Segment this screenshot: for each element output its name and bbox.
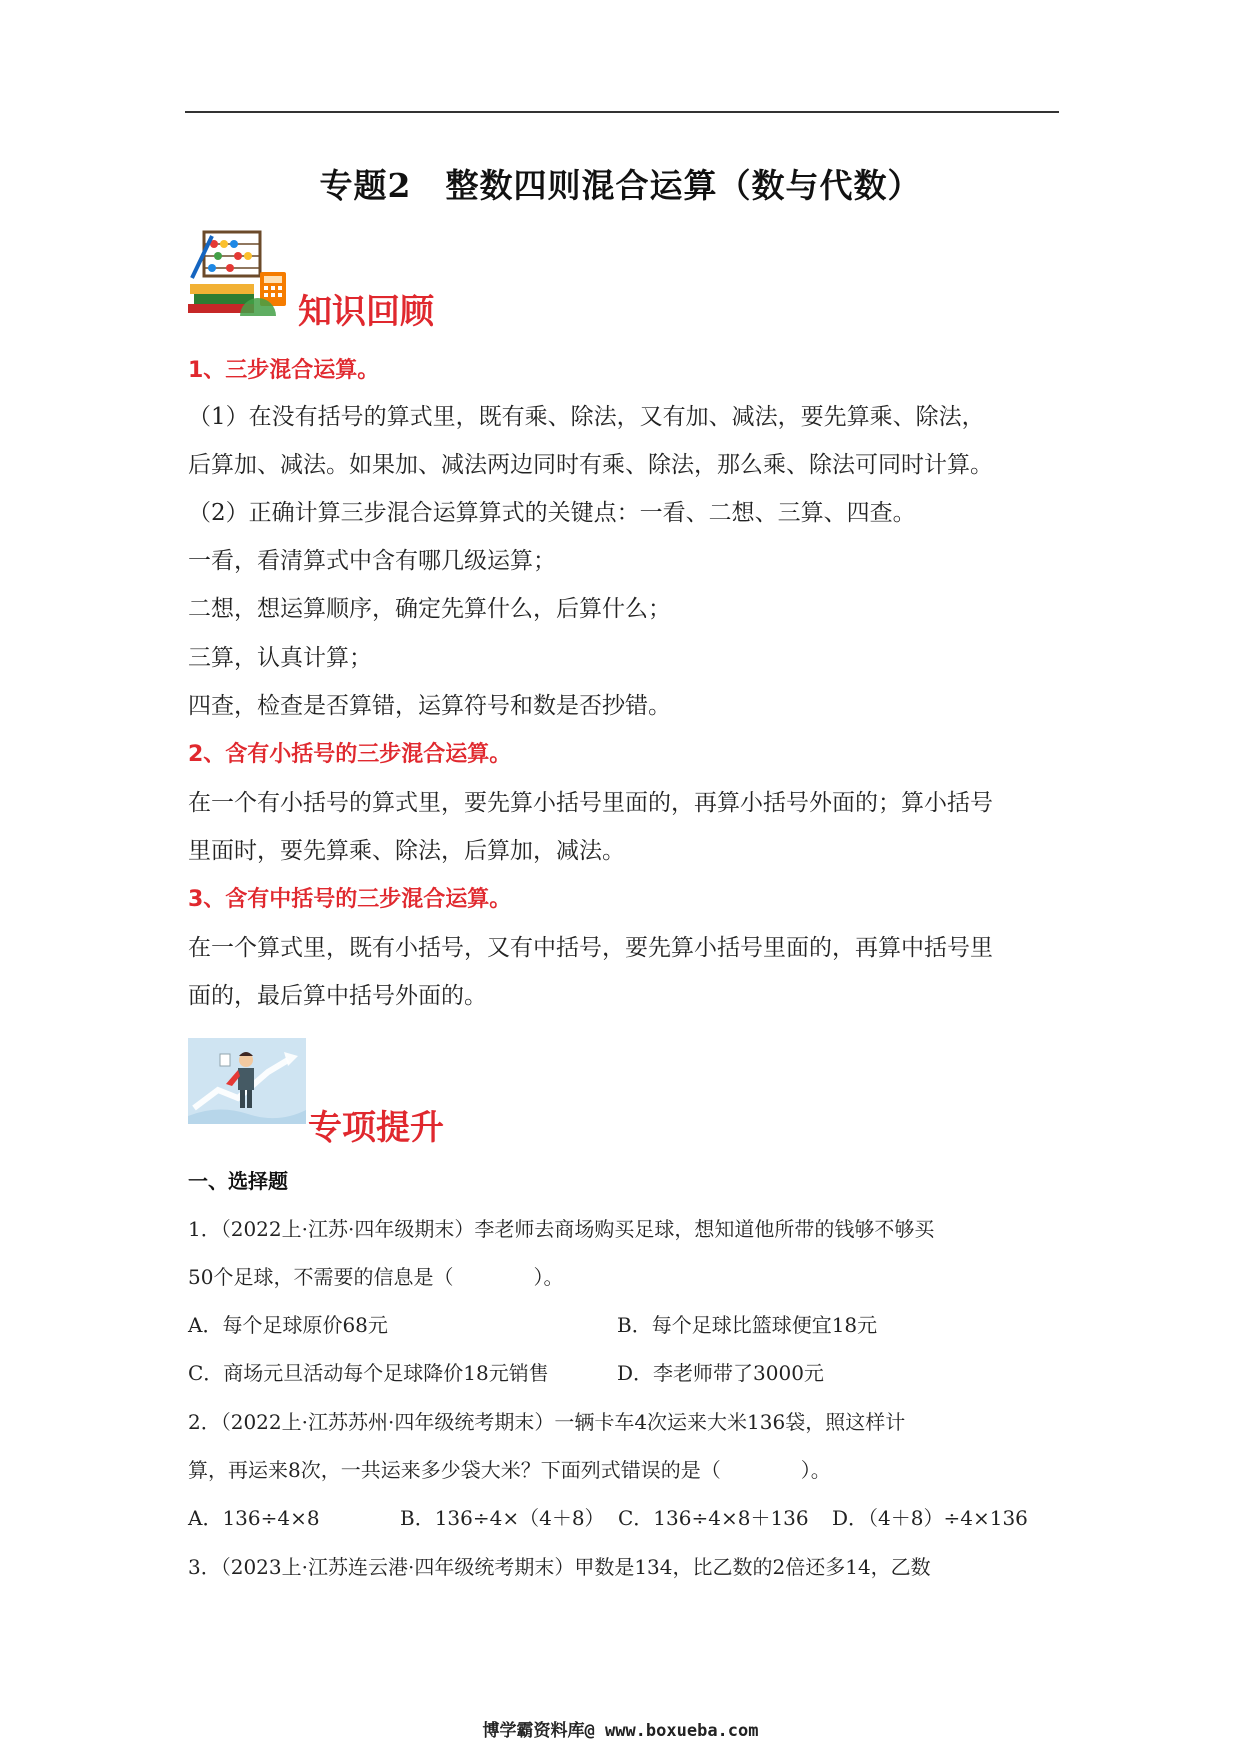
review-text: 四查，检查是否算错，运算符号和数是否抄错。 (188, 693, 671, 719)
review-heading-1: 1、三步混合运算。 (188, 358, 380, 383)
question-1-text: 1．（2022上·江苏·四年级期末）李老师去商场购买足球，想知道他所带的钱够不够买 (188, 1217, 935, 1241)
question-1-option-b: B．每个足球比篮球便宜18元 (617, 1313, 878, 1337)
review-text: 在一个有小括号的算式里，要先算小括号里面的，再算小括号外面的；算小括号 (188, 790, 993, 816)
review-text: 三算，认真计算； (188, 645, 372, 671)
question-1-option-c: C．商场元旦活动每个足球降价18元销售 (188, 1361, 549, 1385)
review-text: （1）在没有括号的算式里，既有乘、除法，又有加、减法，要先算乘、除法， (188, 404, 985, 430)
header-rule (185, 111, 1059, 113)
review-text: 后算加、减法。如果加、减法两边同时有乘、除法，那么乘、除法可同时计算。 (188, 452, 993, 478)
review-text: 一看，看清算式中含有哪几级运算； (188, 548, 556, 574)
page-footer: 博学霸资料库@ www.boxueba.com (482, 1721, 759, 1741)
question-3-text: 3．（2023上·江苏连云港·四年级统考期末）甲数是134，比乙数的2倍还多14，乙数 (188, 1555, 931, 1579)
question-2-text: 2．（2022上·江苏苏州·四年级统考期末）一辆卡车4次运来大米136袋，照这样计 (188, 1410, 906, 1434)
review-text: 二想，想运算顺序，确定先算什么，后算什么； (188, 596, 671, 622)
exercise-heading: 一、选择题 (188, 1169, 288, 1193)
review-heading-2: 2、含有小括号的三步混合运算。 (188, 742, 512, 767)
growth-chart-person-icon (188, 1038, 306, 1124)
review-text: 里面时，要先算乘、除法，后算加，减法。 (188, 838, 625, 864)
question-2-option-a: A．136÷4×8 (188, 1506, 320, 1530)
page-title: 专题2 整数四则混合运算（数与代数） (319, 166, 922, 205)
review-section-label: 知识回顾 (298, 292, 434, 332)
question-2-option-d: D．（4＋8）÷4×136 (832, 1506, 1028, 1530)
question-1-option-a: A．每个足球原价68元 (188, 1313, 388, 1337)
improve-banner (188, 1038, 468, 1148)
review-heading-3: 3、含有中括号的三步混合运算。 (188, 887, 512, 912)
review-text: 面的，最后算中括号外面的。 (188, 983, 487, 1009)
question-1-text: 50个足球，不需要的信息是（ ）。 (188, 1265, 564, 1289)
question-2-text: 算，再运来8次，一共运来多少袋大米？下面列式错误的是（ ）。 (188, 1458, 831, 1482)
review-text: （2）正确计算三步混合运算算式的关键点：一看、二想、三算、四查。 (188, 500, 916, 526)
question-2-option-b: B．136÷4×（4＋8） (400, 1506, 605, 1530)
improve-section-label: 专项提升 (308, 1108, 444, 1148)
question-2-option-c: C．136÷4×8＋136 (618, 1506, 809, 1530)
review-text: 在一个算式里，既有小括号，又有中括号，要先算小括号里面的，再算中括号里 (188, 935, 993, 961)
question-1-option-d: D．李老师带了3000元 (617, 1361, 824, 1385)
math-tools-icon (186, 228, 290, 316)
review-banner (186, 228, 466, 332)
